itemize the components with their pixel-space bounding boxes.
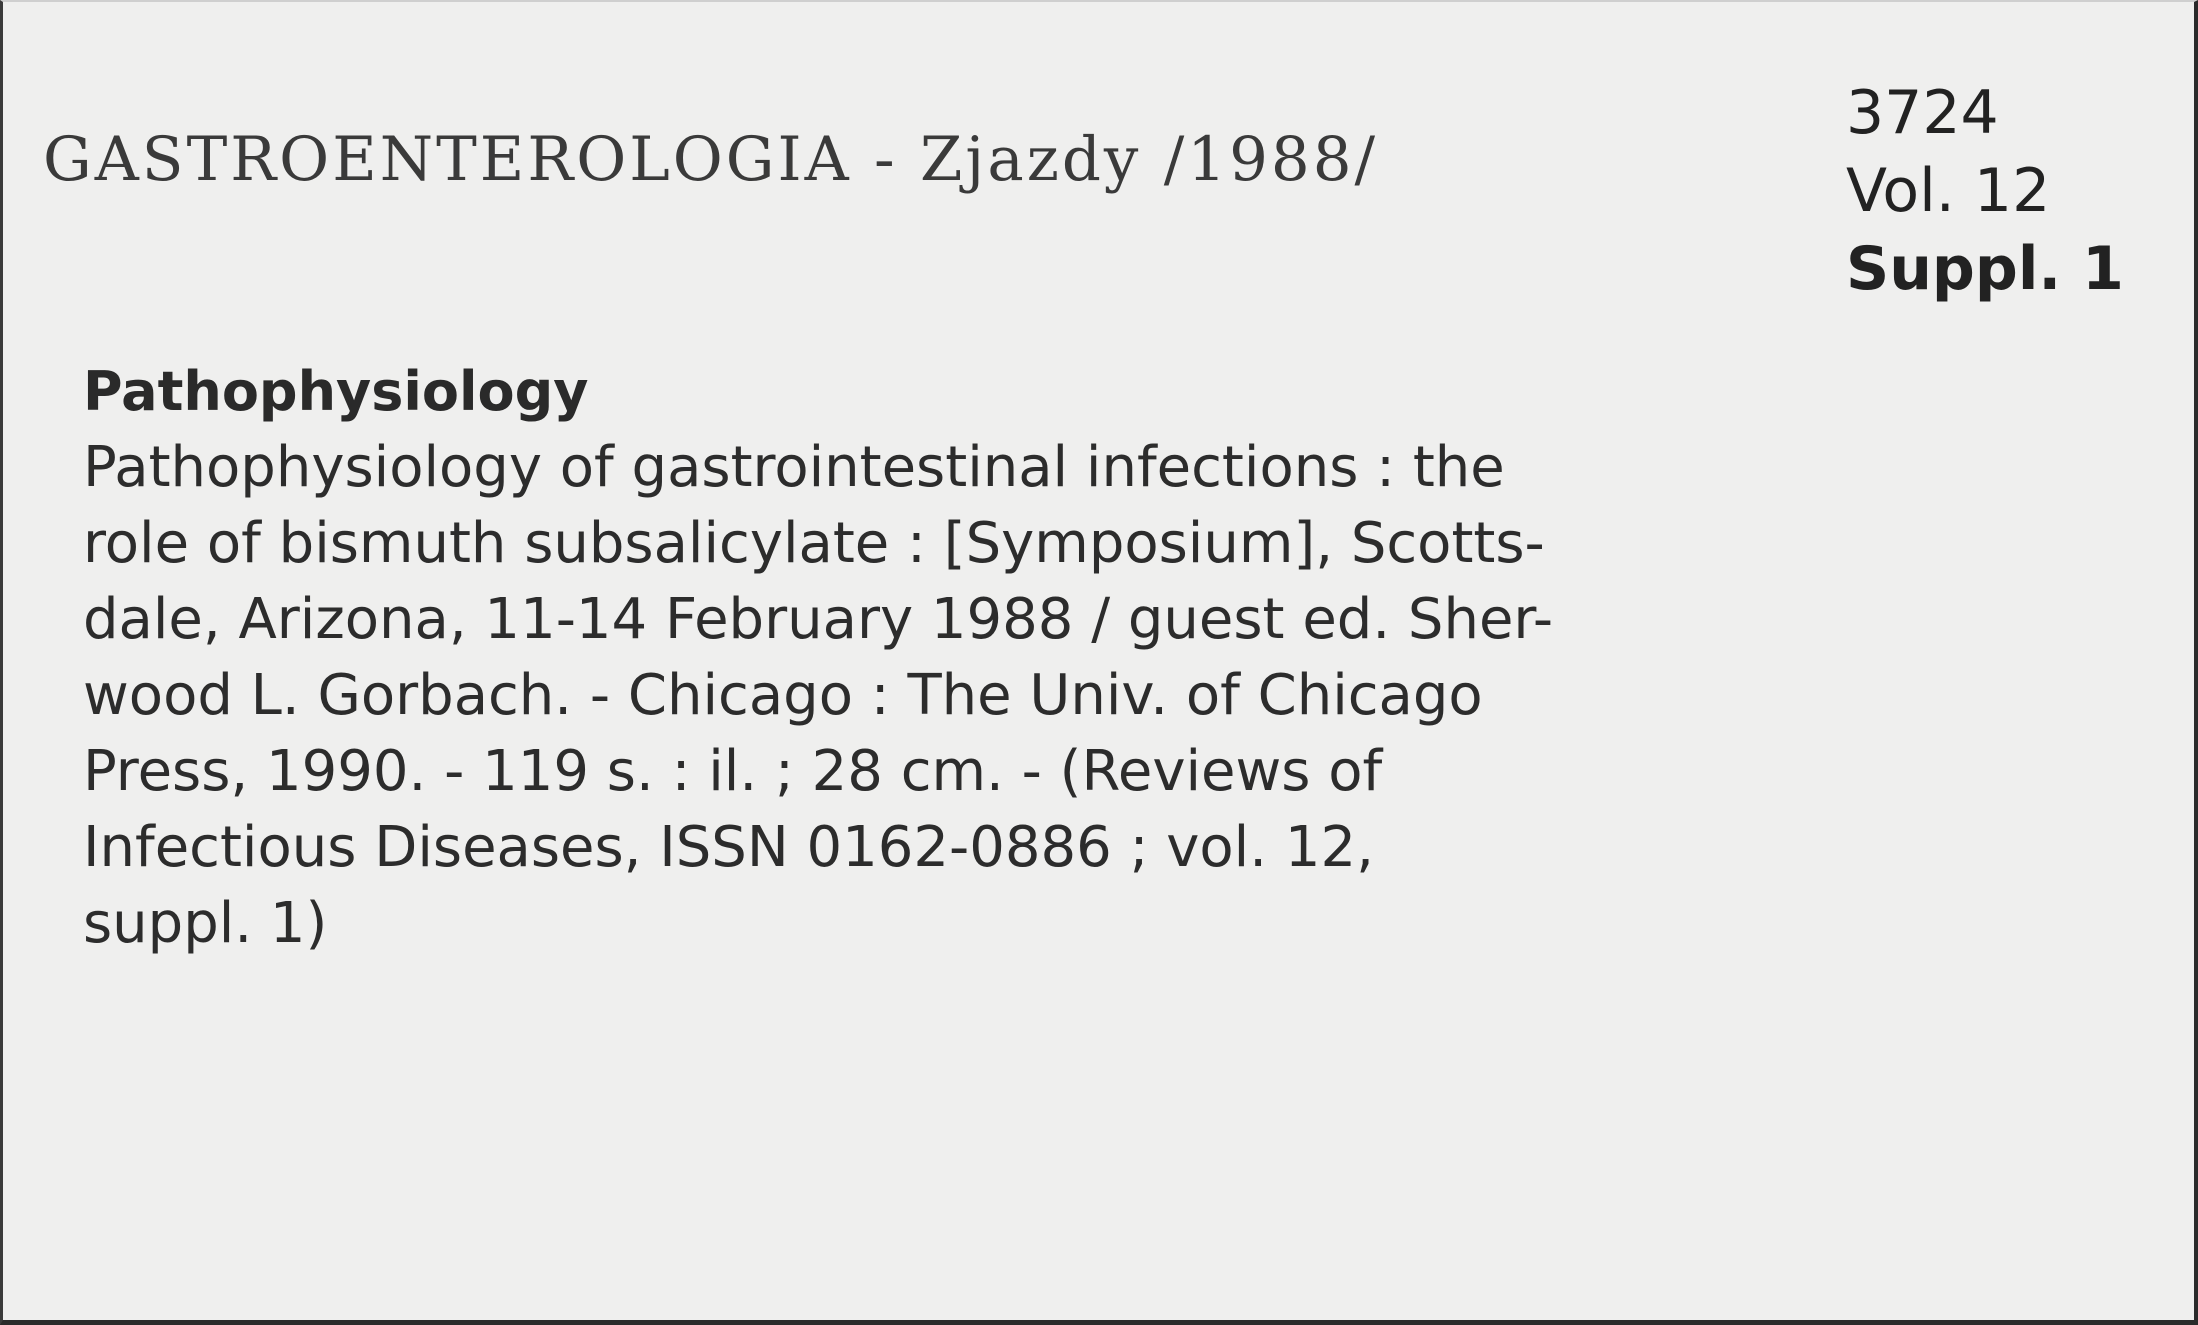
call-number: 3724 xyxy=(1846,78,1999,148)
subject-heading: Pathophysiology xyxy=(83,360,589,423)
description-line: Press, 1990. - 119 s. : il. ; 28 cm. - (Reviews of xyxy=(83,739,1383,804)
description-line: role of bismuth subsalicylate : [Symposium], Scotts- xyxy=(83,511,1545,576)
card-heading: GASTROENTEROLOGIA - Zjazdy /1988/ xyxy=(43,124,1379,195)
description-line: Pathophysiology of gastrointestinal infections : the xyxy=(83,435,1505,500)
call-number-block xyxy=(1846,74,2124,308)
description-line: wood L. Gorbach. - Chicago : The Univ. of Chicago xyxy=(83,663,1483,728)
supplement-label: Suppl. 1 xyxy=(1846,234,2124,304)
description-line: dale, Arizona, 11-14 February 1988 / guest ed. Sher- xyxy=(83,587,1554,652)
bibliographic-description xyxy=(83,430,2143,962)
volume-label: Vol. 12 xyxy=(1846,156,2051,226)
description-line: Infectious Diseases, ISSN 0162-0886 ; vol. 12, xyxy=(83,815,1374,880)
description-line: suppl. 1) xyxy=(83,891,328,956)
